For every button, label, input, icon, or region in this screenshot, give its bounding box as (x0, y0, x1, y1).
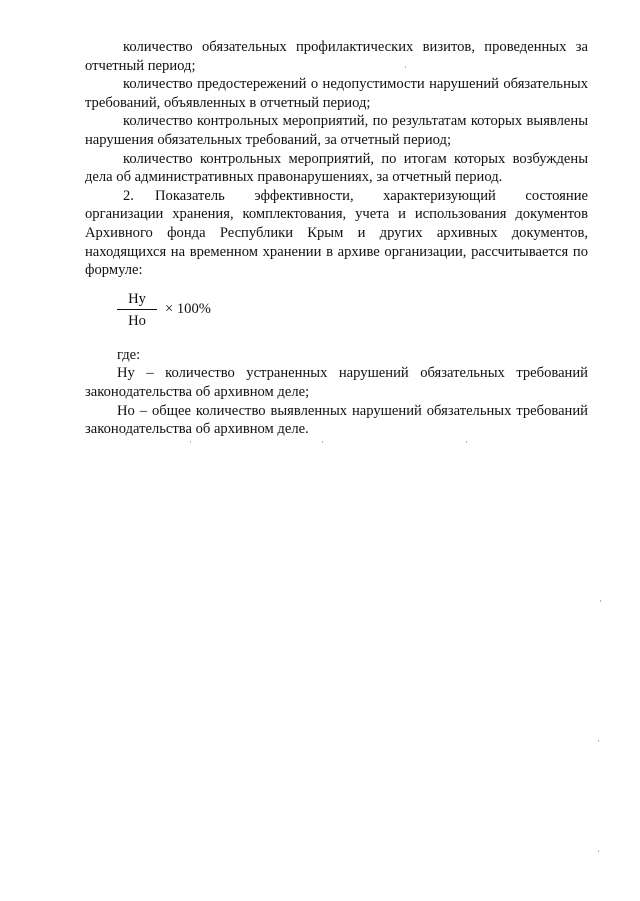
scan-speck (405, 66, 406, 68)
scan-speck (190, 441, 191, 443)
formula-multiplier: × 100% (165, 300, 211, 317)
where-label: где: (117, 346, 141, 363)
paragraph-warnings: количество предостережений о недопустимости нарушений обязательных требований, объявленных в отчетный период; (85, 76, 588, 111)
scan-speck (466, 441, 467, 443)
paragraph-indicator-2 (85, 187, 588, 280)
indicator-2-text: Показатель эффективности, характеризующий состояние организации хранения, комплектования, учета и использования документов Архивного фонда Республики Крым и других архивных документов, находящихся на временном хранении в архиве организации, рассчитывается по формуле: (85, 187, 588, 279)
fraction-bar (117, 309, 157, 310)
formula-fraction (117, 290, 157, 330)
formula (117, 290, 588, 330)
item-number: 2. (123, 187, 134, 204)
document-body (85, 38, 588, 439)
formula-numerator: Ну (128, 290, 146, 307)
scan-speck (600, 600, 601, 602)
scan-speck (322, 441, 323, 443)
paragraph-control-measures-violations: количество контрольных мероприятий, по результатам которых выявлены нарушения обязательных требований, за отчетный период; (85, 113, 588, 148)
scan-speck (598, 850, 599, 852)
scan-speck (598, 740, 599, 742)
definition-no: Но – общее количество выявленных нарушений обязательных требований законодательства об архивном деле. (85, 402, 588, 438)
paragraph-profilactic-visits: количество обязательных профилактических визитов, проведенных за отчетный период; (85, 39, 588, 74)
paragraph-control-measures-cases: количество контрольных мероприятий, по итогам которых возбуждены дела об административных правонарушениях, за отчетный период. (85, 150, 588, 186)
formula-denominator: Но (128, 312, 146, 329)
definition-ny: Ну – количество устраненных нарушений обязательных требований законодательства об архивном деле; (85, 365, 588, 400)
